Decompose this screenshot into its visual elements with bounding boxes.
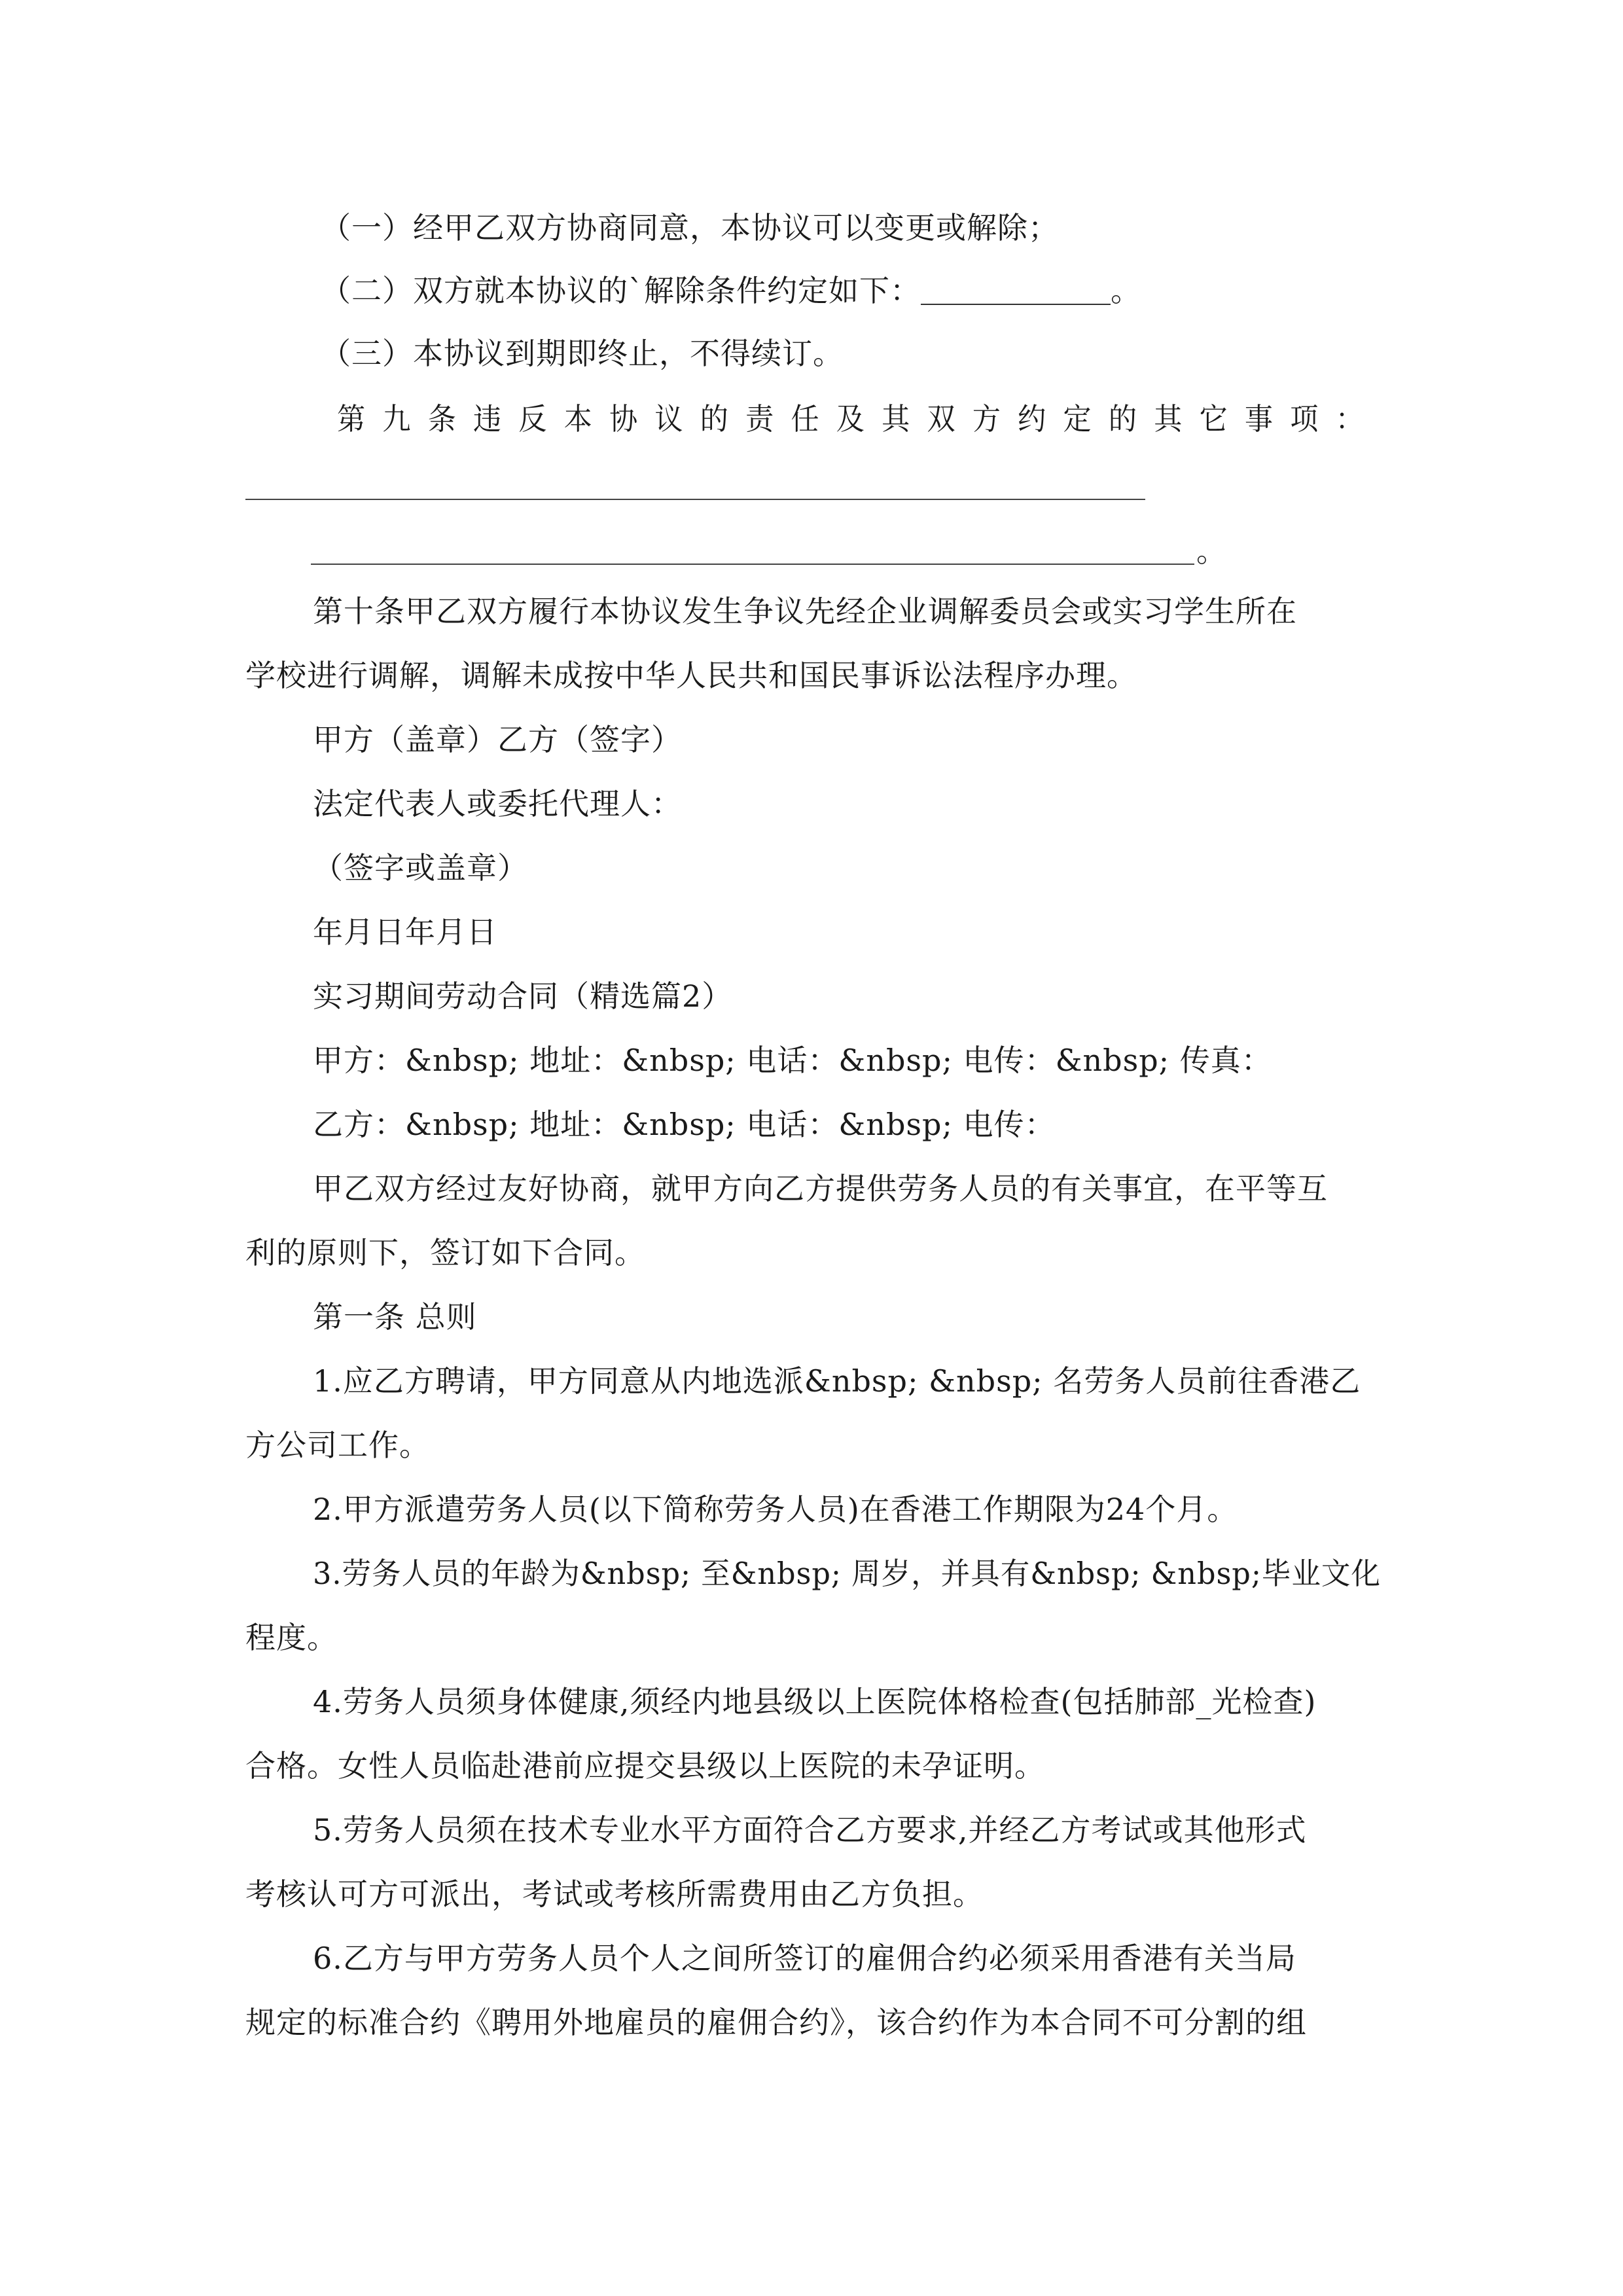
clause-8-item-2-end: 。 <box>1111 273 1141 308</box>
signature-parties: 甲方（盖章）乙方（签字） <box>313 722 682 757</box>
article-1-item-5-line-1: 5.劳务人员须在技术专业水平方面符合乙方要求,并经乙方考试或其他形式 <box>313 1812 1307 1848</box>
clause-10-line-2: 学校进行调解，调解未成按中华人民共和国民事诉讼法程序办理。 <box>245 658 1137 693</box>
section-title: 实习期间劳动合同（精选篇2） <box>313 978 733 1014</box>
article-1-item-6-line-2: 规定的标准合约《聘用外地雇员的雇佣合约》，该合约作为本合同不可分割的组 <box>245 2005 1307 2040</box>
article-1-heading: 第一条 总则 <box>313 1299 477 1335</box>
article-1-item-3-line-1: 3.劳务人员的年龄为&nbsp; 至&nbsp; 周岁，并具有&nbsp; &nbsp;毕业文化 <box>313 1556 1382 1591</box>
preamble-line-2: 利的原则下，签订如下合同。 <box>245 1235 645 1270</box>
party-a-info: 甲方：&nbsp; 地址：&nbsp; 电话：&nbsp; 电传：&nbsp; 传真： <box>313 1043 1272 1078</box>
clause-8-item-1: （一）经甲乙双方协商同意，本协议可以变更或解除； <box>321 210 1059 245</box>
fill-in-blank <box>921 278 1111 305</box>
preamble-line-1: 甲乙双方经过友好协商，就甲方向乙方提供劳务人员的有关事宜，在平等互 <box>313 1171 1328 1206</box>
article-1-item-6-line-1: 6.乙方与甲方劳务人员个人之间所签订的雇佣合约必须采用香港有关当局 <box>313 1941 1296 1976</box>
article-1-item-5-line-2: 考核认可方可派出，考试或考核所需费用由乙方负担。 <box>245 1876 984 1912</box>
party-b-info: 乙方：&nbsp; 地址：&nbsp; 电话：&nbsp; 电传： <box>313 1107 1056 1142</box>
clause-9-end-mark: 。 <box>1196 533 1227 569</box>
fill-in-line-2 <box>311 564 1194 565</box>
article-1-item-1-line-2: 方公司工作。 <box>245 1427 430 1463</box>
clause-8-item-2 <box>321 271 1141 310</box>
article-1-item-4-line-1: 4.劳务人员须身体健康,须经内地县级以上医院体格检查(包括肺部_光检查) <box>313 1684 1317 1719</box>
article-1-item-1-line-1: 1.应乙方聘请，甲方同意从内地选派&nbsp; &nbsp; 名劳务人员前往香港乙 <box>313 1363 1361 1399</box>
clause-9-heading: 第九条违反本协议的责任及其双方约定的其它事项： <box>337 401 1381 437</box>
clause-8-item-2-text: （二）双方就本协议的`解除条件约定如下： <box>321 273 921 308</box>
article-1-item-4-line-2: 合格。女性人员临赴港前应提交县级以上医院的未孕证明。 <box>245 1748 1045 1784</box>
legal-representative: 法定代表人或委托代理人： <box>313 786 682 821</box>
article-1-item-3-line-2: 程度。 <box>245 1620 338 1655</box>
clause-8-item-3: （三）本协议到期即终止，不得续订。 <box>321 336 844 371</box>
article-1-item-2: 2.甲方派遣劳务人员(以下简称劳务人员)在香港工作期限为24个月。 <box>313 1492 1238 1527</box>
clause-10-line-1: 第十条甲乙双方履行本协议发生争议先经企业调解委员会或实习学生所在 <box>313 594 1297 629</box>
sign-or-seal: （签字或盖章） <box>313 850 528 886</box>
fill-in-line-1 <box>245 499 1145 500</box>
date-line: 年月日年月日 <box>313 914 497 950</box>
